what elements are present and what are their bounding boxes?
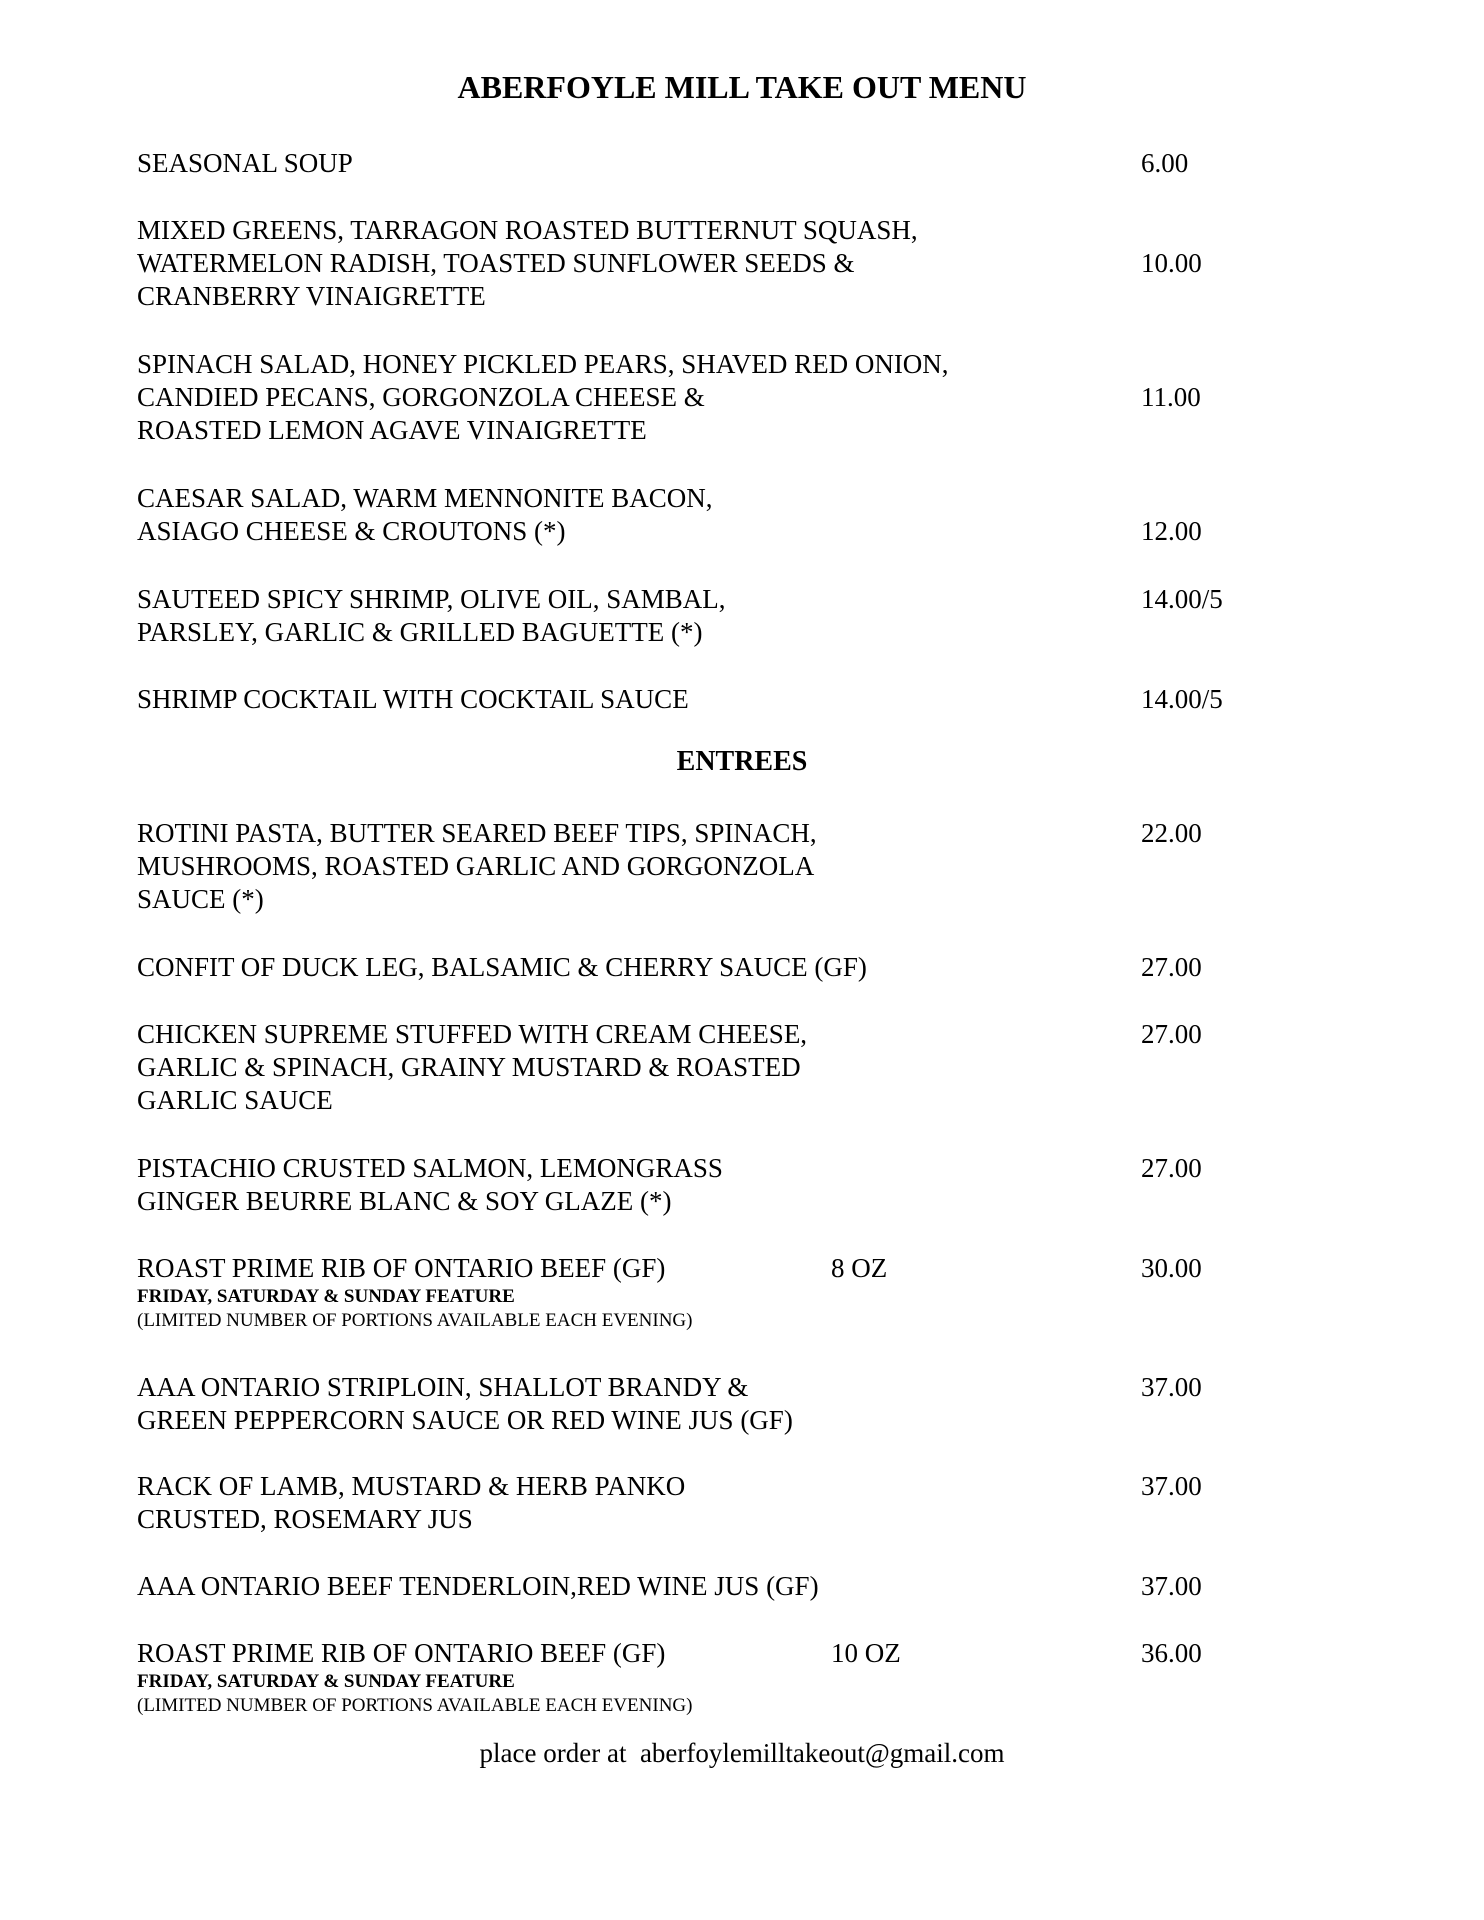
item-description-line: AAA ONTARIO STRIPLOIN, SHALLOT BRANDY &: [137, 1372, 749, 1402]
order-email-link[interactable]: aberfoylemilltakeout@gmail.com: [639, 1738, 1005, 1768]
item-price: 6.00: [1141, 148, 1189, 178]
menu-item-rack-of-lamb: [137, 1470, 1337, 1536]
item-price: 27.00: [1141, 1153, 1202, 1183]
item-description-line: ROASTED LEMON AGAVE VINAIGRETTE: [137, 415, 647, 445]
item-description-line: SAUTEED SPICY SHRIMP, OLIVE OIL, SAMBAL,: [137, 584, 726, 614]
order-footer: [0, 1736, 1484, 1770]
item-price: 11.00: [1141, 382, 1201, 412]
item-description-line: SHRIMP COCKTAIL WITH COCKTAIL SAUCE: [137, 684, 689, 714]
menu-item-caesar-salad: [137, 482, 1337, 548]
feature-note: FRIDAY, SATURDAY & SUNDAY FEATURE: [137, 1286, 515, 1307]
item-description-line: SPINACH SALAD, HONEY PICKLED PEARS, SHAVED RED ONION,: [137, 349, 949, 379]
item-description-line: GREEN PEPPERCORN SAUCE OR RED WINE JUS (GF): [137, 1405, 793, 1435]
item-portion: 10 OZ: [831, 1638, 901, 1668]
item-description-line: CRANBERRY VINAIGRETTE: [137, 281, 486, 311]
item-description-line: MIXED GREENS, TARRAGON ROASTED BUTTERNUT SQUASH,: [137, 215, 918, 245]
menu-item-spinach-salad: [137, 348, 1337, 447]
item-description-line: AAA ONTARIO BEEF TENDERLOIN,RED WINE JUS (GF): [137, 1571, 819, 1601]
item-price: 37.00: [1141, 1471, 1202, 1501]
availability-note: (LIMITED NUMBER OF PORTIONS AVAILABLE EACH EVENING): [137, 1310, 693, 1331]
item-price: 14.00/5: [1141, 584, 1223, 614]
menu-item-pistachio-salmon: [137, 1152, 1337, 1218]
item-description-line: SAUCE (*): [137, 884, 264, 914]
item-description-line: PISTACHIO CRUSTED SALMON, LEMONGRASS: [137, 1153, 723, 1183]
item-price: 12.00: [1141, 516, 1202, 546]
item-description-line: PARSLEY, GARLIC & GRILLED BAGUETTE (*): [137, 617, 703, 647]
item-price: 27.00: [1141, 1019, 1202, 1049]
item-description-line: CONFIT OF DUCK LEG, BALSAMIC & CHERRY SAUCE (GF): [137, 952, 867, 982]
item-description-line: ROTINI PASTA, BUTTER SEARED BEEF TIPS, SPINACH,: [137, 818, 817, 848]
menu-item-confit-duck: [137, 951, 1337, 984]
item-description-line: SEASONAL SOUP: [137, 148, 353, 178]
item-price: 10.00: [1141, 248, 1202, 278]
item-price: 37.00: [1141, 1571, 1202, 1601]
menu-item-chicken-supreme: [137, 1018, 1337, 1117]
menu-item-beef-tenderloin: [137, 1570, 1337, 1603]
item-price: 36.00: [1141, 1638, 1202, 1668]
availability-note: (LIMITED NUMBER OF PORTIONS AVAILABLE EACH EVENING): [137, 1695, 693, 1716]
item-description-line: ROAST PRIME RIB OF ONTARIO BEEF (GF): [137, 1253, 666, 1283]
menu-item-seasonal-soup: [137, 147, 1337, 180]
item-price: 27.00: [1141, 952, 1202, 982]
item-description-line: CANDIED PECANS, GORGONZOLA CHEESE &: [137, 382, 705, 412]
item-price: 22.00: [1141, 818, 1202, 848]
menu-item-prime-rib-8oz: [137, 1252, 1337, 1333]
item-description-line: RACK OF LAMB, MUSTARD & HERB PANKO: [137, 1471, 686, 1501]
item-description-line: MUSHROOMS, ROASTED GARLIC AND GORGONZOLA: [137, 851, 815, 881]
item-description-line: WATERMELON RADISH, TOASTED SUNFLOWER SEEDS &: [137, 248, 855, 278]
item-portion: 8 OZ: [831, 1253, 888, 1283]
item-price: 14.00/5: [1141, 684, 1223, 714]
feature-note: FRIDAY, SATURDAY & SUNDAY FEATURE: [137, 1671, 515, 1692]
menu-item-striploin: [137, 1371, 1337, 1437]
order-label: place order at: [479, 1738, 627, 1768]
menu-item-sauteed-shrimp: [137, 583, 1337, 649]
item-description-line: CHICKEN SUPREME STUFFED WITH CREAM CHEESE,: [137, 1019, 808, 1049]
entrees-heading: ENTREES: [676, 746, 808, 777]
item-description-line: GARLIC SAUCE: [137, 1085, 333, 1115]
item-price: 30.00: [1141, 1253, 1202, 1283]
menu-item-rotini-pasta: [137, 817, 1337, 916]
item-description-line: CAESAR SALAD, WARM MENNONITE BACON,: [137, 483, 713, 513]
item-description-line: GINGER BEURRE BLANC & SOY GLAZE (*): [137, 1186, 672, 1216]
menu-item-shrimp-cocktail: [137, 683, 1337, 716]
menu-item-prime-rib-10oz: [137, 1637, 1337, 1718]
item-description-line: ROAST PRIME RIB OF ONTARIO BEEF (GF): [137, 1638, 666, 1668]
item-description-line: GARLIC & SPINACH, GRAINY MUSTARD & ROASTED: [137, 1052, 801, 1082]
item-description-line: ASIAGO CHEESE & CROUTONS (*): [137, 516, 566, 546]
item-price: 37.00: [1141, 1372, 1202, 1402]
menu-item-mixed-greens: [137, 214, 1337, 313]
item-description-line: CRUSTED, ROSEMARY JUS: [137, 1504, 473, 1534]
page-title: ABERFOYLE MILL TAKE OUT MENU: [457, 69, 1027, 105]
